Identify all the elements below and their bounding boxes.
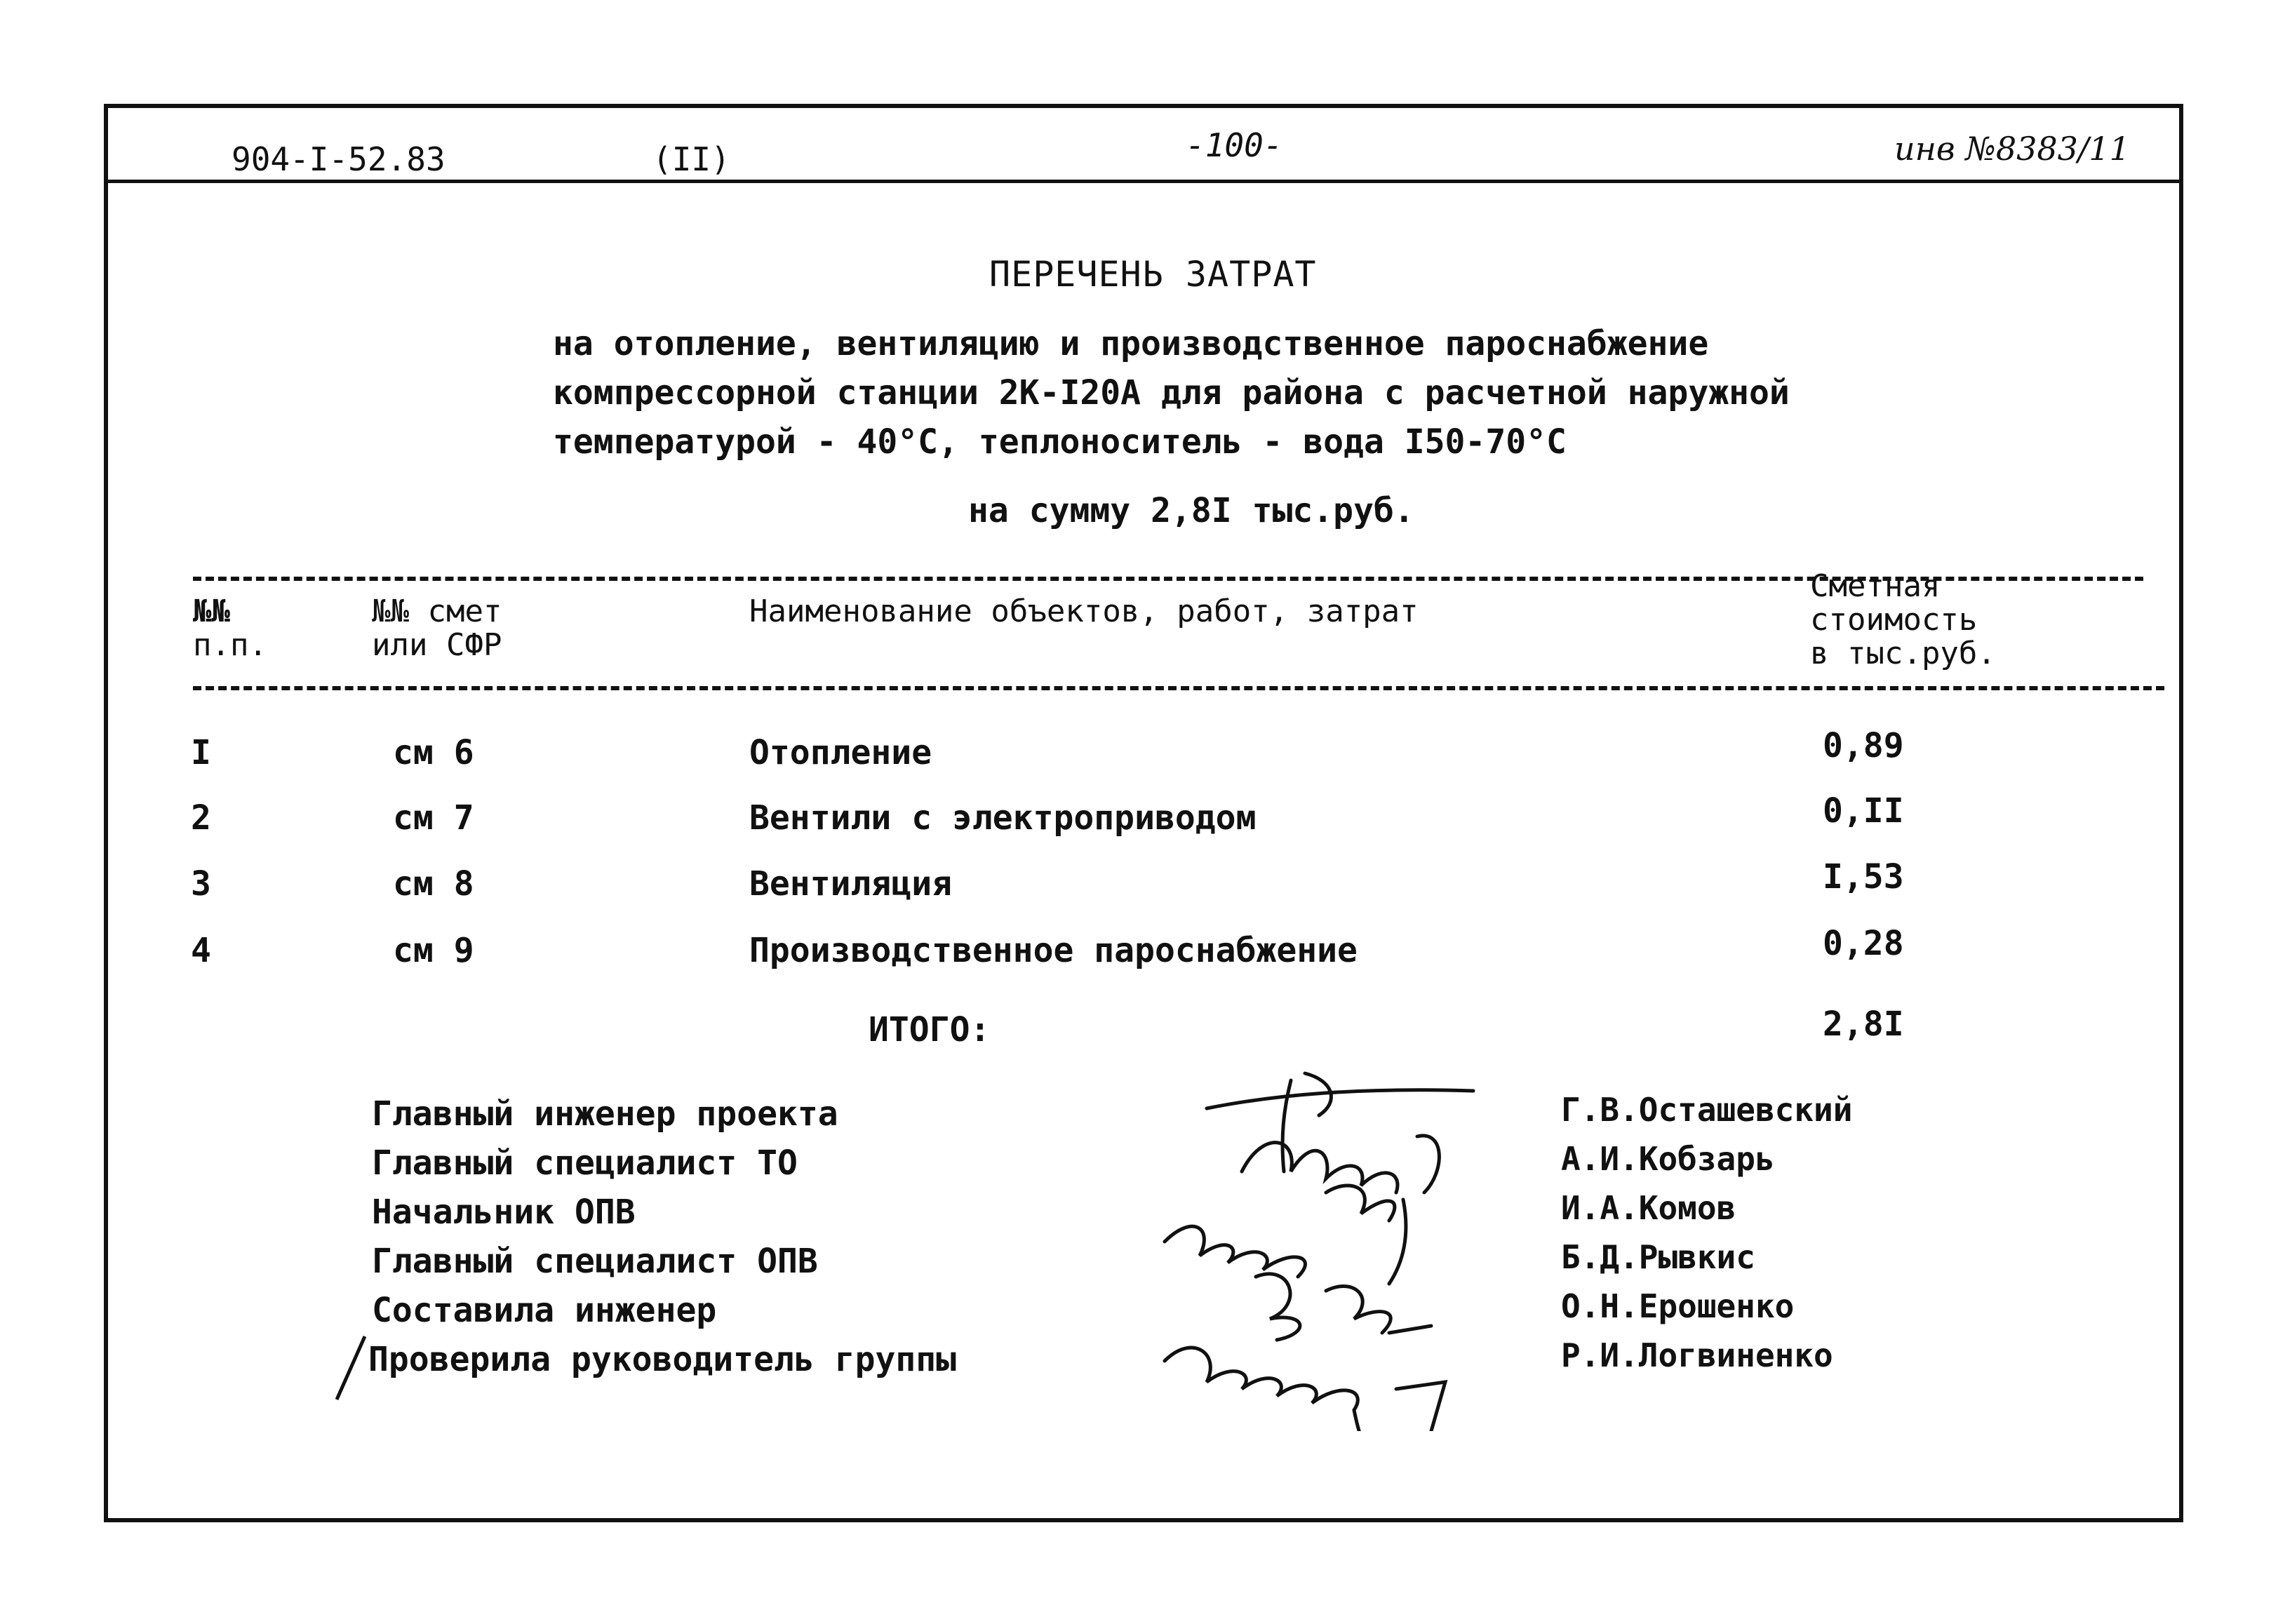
signatory-role-3: Начальник ОПВ <box>372 1193 636 1232</box>
signatory-name-3: И.А.Комов <box>1561 1189 1736 1227</box>
row-3-name: Вентиляция <box>749 864 952 904</box>
col-estimate-header-1: №№ смет <box>372 593 502 629</box>
col-estimate-header-2: или СФР <box>372 627 502 663</box>
row-3-estimate: см 8 <box>393 864 474 904</box>
signatory-name-1: Г.В.Осташевский <box>1561 1091 1853 1129</box>
doc-part: (II) <box>652 140 730 178</box>
signatory-role-4: Главный специалист ОПВ <box>372 1242 818 1281</box>
row-4-cost: 0,28 <box>1823 924 1904 963</box>
row-2-estimate: см 7 <box>393 798 474 838</box>
header-rule <box>104 180 2183 183</box>
subtitle-line-1: на отопление, вентиляцию и производственное пароснабжение <box>553 324 1709 363</box>
signatory-role-2: Главный специалист ТО <box>372 1143 798 1183</box>
col-num-header-2: п.п. <box>193 627 267 663</box>
table-header-rule <box>193 686 2164 690</box>
signatory-role-1: Главный инженер проекта <box>372 1094 838 1134</box>
signatory-name-6: Р.И.Логвиненко <box>1561 1336 1833 1374</box>
doc-code: 904-I-52.83 <box>232 140 446 178</box>
signatory-name-4: Б.Д.Рывкис <box>1561 1238 1755 1276</box>
row-1-num: I <box>191 733 211 772</box>
signatory-role-6: Проверила руководитель группы <box>368 1340 957 1379</box>
row-4-estimate: см 9 <box>393 931 474 970</box>
handwritten-signatures <box>1151 1052 1515 1431</box>
col-name-header: Наименование объектов, работ, затрат <box>749 593 1419 629</box>
row-2-cost: 0,II <box>1823 791 1904 831</box>
row-1-cost: 0,89 <box>1823 726 1904 765</box>
signatory-name-2: А.И.Кобзарь <box>1561 1140 1775 1178</box>
subtitle-line-2: компрессорной станции 2К-I20А для района с расчетной наружной <box>553 373 1790 412</box>
document-title: ПЕРЕЧЕНЬ ЗАТРАТ <box>989 254 1317 295</box>
row-2-num: 2 <box>191 798 211 838</box>
row-4-num: 4 <box>191 931 211 970</box>
page-number: -100- <box>1186 126 1283 164</box>
check-mark-stroke <box>330 1333 372 1403</box>
inventory-number: инв №8383/11 <box>1894 130 2130 168</box>
row-1-name: Отопление <box>749 733 932 772</box>
row-3-cost: I,53 <box>1823 857 1904 897</box>
col-num-header-1: №№ <box>193 593 230 629</box>
total-sum-line: на сумму 2,8I тыс.руб. <box>968 491 1414 530</box>
col-cost-header-1: Сметная <box>1810 568 1941 604</box>
signatory-role-5: Составила инженер <box>372 1291 717 1330</box>
subtitle-line-3: температурой - 40°С, теплоноситель - вода I50-70°С <box>553 422 1567 462</box>
row-4-name: Производственное пароснабжение <box>749 931 1358 970</box>
total-label: ИТОГО: <box>869 1010 991 1049</box>
row-3-num: 3 <box>191 864 211 904</box>
total-value: 2,8I <box>1823 1005 1904 1044</box>
signatory-name-5: О.Н.Ерошенко <box>1561 1287 1795 1325</box>
row-2-name: Вентили с электроприводом <box>749 798 1257 838</box>
col-cost-header-3: в тыс.руб. <box>1810 636 1996 671</box>
row-1-estimate: см 6 <box>393 733 474 772</box>
col-cost-header-2: стоимость <box>1810 602 1978 638</box>
